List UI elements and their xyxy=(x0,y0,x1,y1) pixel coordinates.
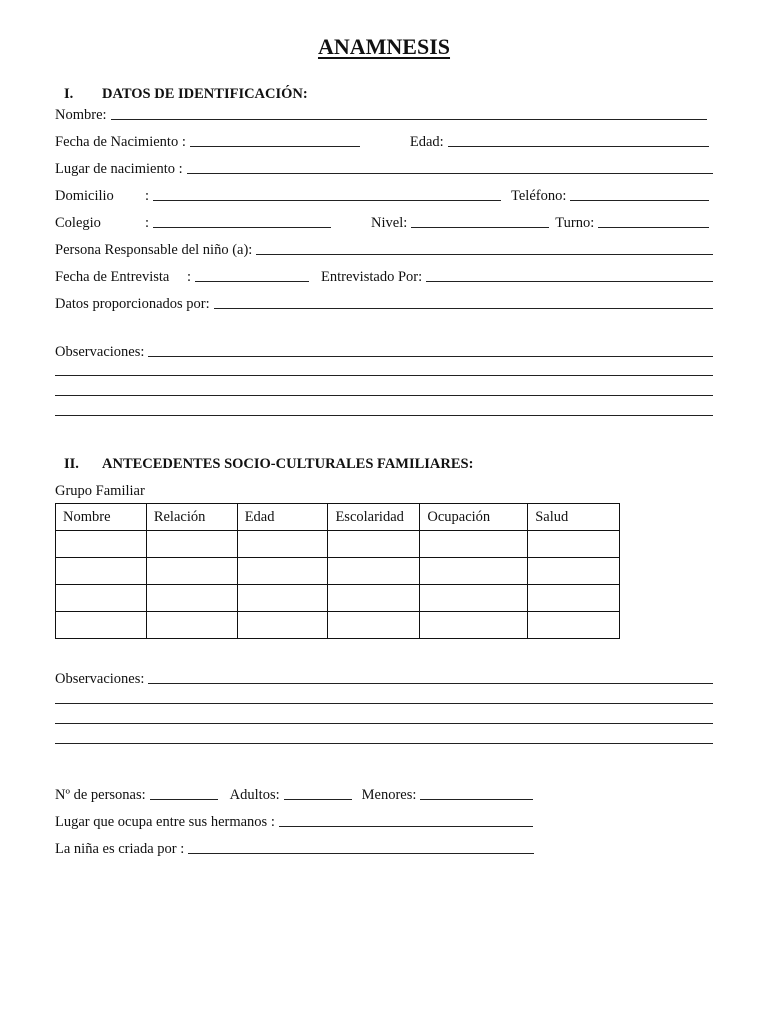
table-cell[interactable] xyxy=(146,558,237,585)
label-entrevistado-por: Entrevistado Por: xyxy=(321,269,423,285)
table-cell[interactable] xyxy=(237,531,328,558)
label-edad: Edad: xyxy=(409,134,444,150)
table-cell[interactable] xyxy=(56,612,147,639)
row-observaciones-1 xyxy=(55,341,713,361)
table-row xyxy=(56,612,620,639)
label-lugar-nacimiento: Lugar de nacimiento : xyxy=(55,161,183,177)
label-observaciones-2: Observaciones: xyxy=(55,671,145,687)
row-nombre xyxy=(55,104,707,124)
table-cell[interactable] xyxy=(146,531,237,558)
label-num-personas: Nº de personas: xyxy=(55,787,146,803)
colon-colegio: : xyxy=(145,215,150,231)
table-cell[interactable] xyxy=(328,612,420,639)
row-persona-responsable xyxy=(55,239,713,259)
table-cell[interactable] xyxy=(56,558,147,585)
field-entrevistado-por[interactable] xyxy=(426,281,713,282)
field-criada-por[interactable] xyxy=(188,853,534,854)
field-num-personas[interactable] xyxy=(150,799,218,800)
table-row xyxy=(56,558,620,585)
label-lugar-hermanos: Lugar que ocupa entre sus hermanos : xyxy=(55,814,275,830)
table-cell[interactable] xyxy=(420,531,528,558)
table-cell[interactable] xyxy=(328,585,420,612)
label-nombre: Nombre: xyxy=(55,107,107,123)
section-1-title: DATOS DE IDENTIFICACIÓN: xyxy=(102,86,308,102)
field-telefono[interactable] xyxy=(570,200,709,201)
table-row xyxy=(56,531,620,558)
label-adultos: Adultos: xyxy=(229,787,280,803)
observaciones-2-line-2[interactable] xyxy=(55,703,713,704)
observaciones-2-line-4[interactable] xyxy=(55,743,713,744)
colon-fecha-entrevista: : xyxy=(187,269,192,285)
field-nivel[interactable] xyxy=(411,227,549,228)
row-fecha-entrevista xyxy=(55,266,713,286)
row-lugar-nacimiento xyxy=(55,158,713,178)
row-datos-proporcionados xyxy=(55,293,713,313)
table-cell[interactable] xyxy=(328,558,420,585)
table-header-row xyxy=(56,504,620,531)
row-criada-por xyxy=(55,838,534,858)
table-cell[interactable] xyxy=(420,612,528,639)
table-row xyxy=(56,585,620,612)
table-cell[interactable] xyxy=(237,612,328,639)
label-fecha-entrevista: Fecha de Entrevista xyxy=(55,269,170,285)
table-cell[interactable] xyxy=(146,612,237,639)
table-cell[interactable] xyxy=(237,558,328,585)
label-grupo-familiar: Grupo Familiar xyxy=(55,483,145,499)
field-colegio[interactable] xyxy=(153,227,331,228)
observaciones-2-line-3[interactable] xyxy=(55,723,713,724)
label-datos-proporcionados: Datos proporcionados por: xyxy=(55,296,210,312)
label-turno: Turno: xyxy=(555,215,595,231)
label-fecha-nacimiento: Fecha de Nacimiento : xyxy=(55,134,186,150)
label-nivel: Nivel: xyxy=(371,215,408,231)
column-header: Escolaridad xyxy=(328,504,420,531)
observaciones-1-line-2[interactable] xyxy=(55,375,713,376)
table-cell[interactable] xyxy=(420,558,528,585)
table-cell[interactable] xyxy=(528,558,620,585)
label-colegio: Colegio xyxy=(55,215,101,231)
section-2-heading xyxy=(64,456,473,473)
label-persona-responsable: Persona Responsable del niño (a): xyxy=(55,242,253,258)
label-menores: Menores: xyxy=(361,787,417,803)
section-2-number: II. xyxy=(64,456,79,472)
field-datos-proporcionados[interactable] xyxy=(214,308,713,309)
table-cell[interactable] xyxy=(528,531,620,558)
table-cell[interactable] xyxy=(420,585,528,612)
column-header: Relación xyxy=(146,504,237,531)
row-num-personas xyxy=(55,784,533,804)
row-colegio xyxy=(55,212,709,232)
section-2-title: ANTECEDENTES SOCIO-CULTURALES FAMILIARES: xyxy=(102,456,474,472)
row-lugar-hermanos xyxy=(55,811,533,831)
table-cell[interactable] xyxy=(146,585,237,612)
column-header: Edad xyxy=(237,504,328,531)
table-cell[interactable] xyxy=(528,612,620,639)
field-observaciones-1[interactable] xyxy=(148,356,713,357)
row-fecha-nacimiento xyxy=(55,131,709,151)
label-domicilio: Domicilio xyxy=(55,188,114,204)
field-lugar-nacimiento[interactable] xyxy=(187,173,713,174)
table-cell[interactable] xyxy=(528,585,620,612)
table-cell[interactable] xyxy=(56,531,147,558)
field-nombre[interactable] xyxy=(111,119,707,120)
table-cell[interactable] xyxy=(328,531,420,558)
field-observaciones-2[interactable] xyxy=(148,683,713,684)
family-table xyxy=(55,503,620,639)
page-title: ANAMNESIS xyxy=(317,34,451,59)
table-cell[interactable] xyxy=(56,585,147,612)
field-menores[interactable] xyxy=(420,799,533,800)
column-header: Ocupación xyxy=(420,504,528,531)
label-telefono: Teléfono: xyxy=(511,188,567,204)
field-adultos[interactable] xyxy=(284,799,352,800)
field-fecha-entrevista[interactable] xyxy=(195,281,309,282)
observaciones-1-line-3[interactable] xyxy=(55,395,713,396)
row-domicilio xyxy=(55,185,709,205)
field-edad[interactable] xyxy=(448,146,709,147)
row-observaciones-2 xyxy=(55,668,713,688)
field-lugar-hermanos[interactable] xyxy=(279,826,533,827)
column-header: Salud xyxy=(528,504,620,531)
section-1-number: I. xyxy=(64,86,74,102)
label-observaciones-1: Observaciones: xyxy=(55,344,145,360)
field-persona-responsable[interactable] xyxy=(256,254,713,255)
field-turno[interactable] xyxy=(598,227,709,228)
label-criada-por: La niña es criada por : xyxy=(55,841,185,857)
field-domicilio[interactable] xyxy=(153,200,501,201)
colon-domicilio: : xyxy=(145,188,150,204)
observaciones-1-line-4[interactable] xyxy=(55,415,713,416)
table-cell[interactable] xyxy=(237,585,328,612)
section-1-heading xyxy=(64,86,308,103)
column-header: Nombre xyxy=(56,504,147,531)
field-fecha-nacimiento[interactable] xyxy=(190,146,360,147)
